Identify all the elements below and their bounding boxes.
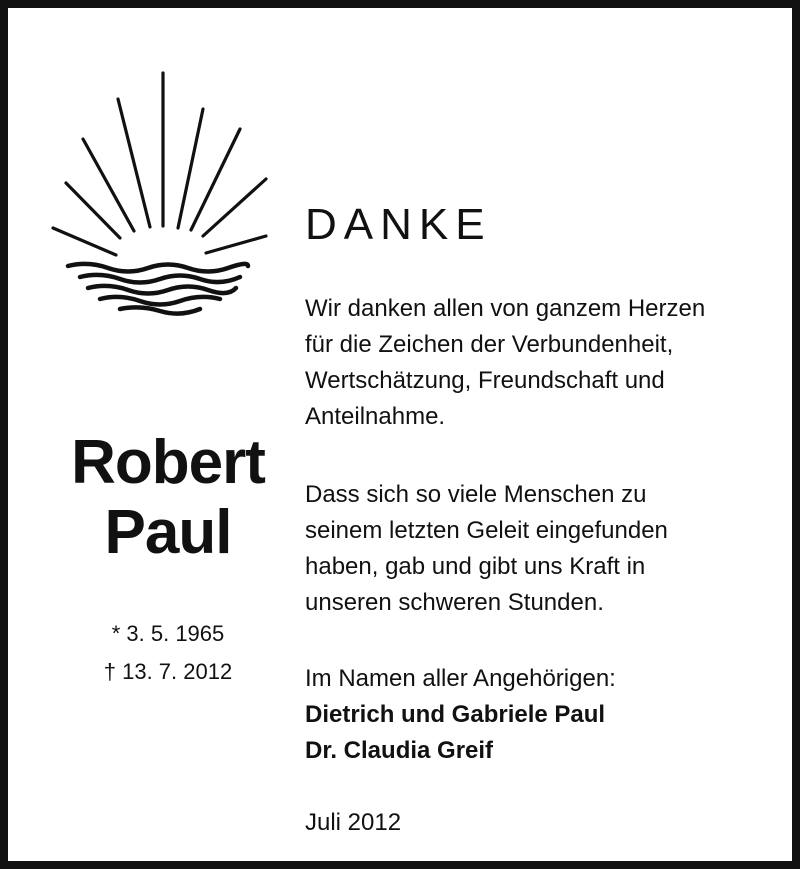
notice-date: Juli 2012	[305, 809, 402, 836]
thanks-paragraph	[305, 291, 785, 435]
text-line: Dass sich so viele Menschen zu	[305, 481, 647, 508]
text-line: seinem letzten Geleit eingefunden	[305, 517, 668, 544]
death-date: † 13. 7. 2012	[103, 659, 233, 684]
sunrise-over-water-icon	[38, 63, 278, 323]
gratitude-paragraph	[305, 477, 785, 621]
signatory-name: Dr. Claudia Greif	[305, 737, 494, 764]
text-line: unseren schweren Stunden.	[305, 589, 604, 616]
birth-date: * 3. 5. 1965	[111, 621, 225, 646]
signatory-name: Dietrich und Gabriele Paul	[305, 701, 606, 728]
text-line: Wir danken allen von ganzem Herzen	[305, 295, 706, 322]
text-line: Anteilnahme.	[305, 403, 446, 430]
text-line: für die Zeichen der Verbundenheit,	[305, 331, 674, 358]
on-behalf-line: Im Namen aller Angehörigen:	[305, 665, 616, 692]
text-line: Wertschätzung, Freundschaft und	[305, 367, 665, 394]
deceased-last-name: Paul	[104, 498, 232, 567]
text-line: haben, gab und gibt uns Kraft in	[305, 553, 646, 580]
signature-block	[305, 661, 785, 769]
deceased-first-name: Robert	[71, 428, 265, 497]
notice-title: DANKE	[305, 200, 492, 249]
